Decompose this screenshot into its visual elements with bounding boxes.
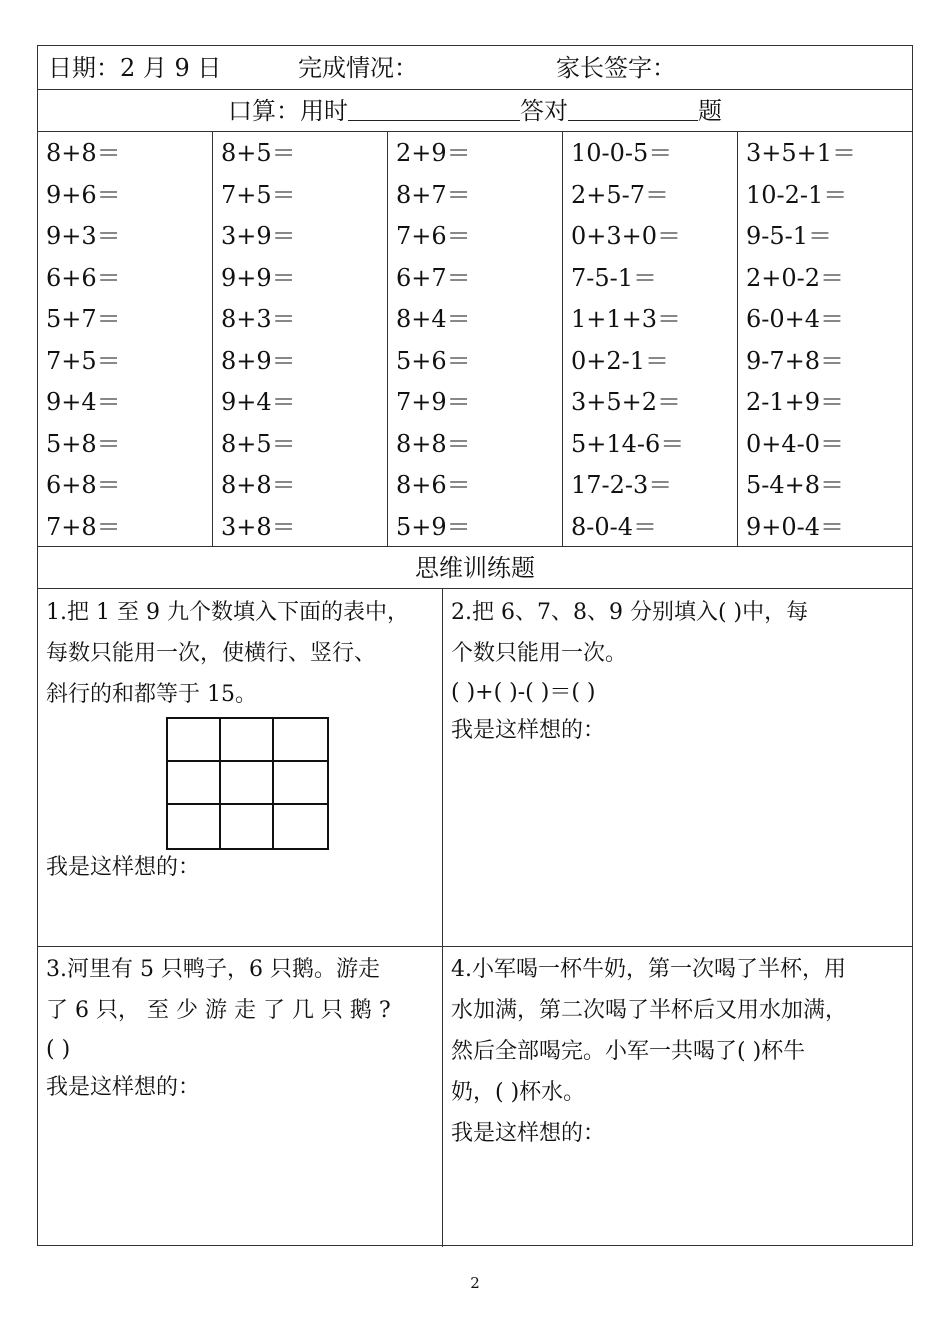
calc-item: 5-4+8＝ bbox=[746, 471, 845, 499]
calc-item: 3+5+2＝ bbox=[571, 388, 682, 416]
calc-item: 5+6＝ bbox=[396, 346, 471, 375]
problem-4-line: 水加满，第二次喝了半杯后又用水加满， bbox=[451, 998, 848, 1023]
magic-square-cell[interactable] bbox=[168, 805, 221, 848]
problem-3 bbox=[46, 949, 438, 1245]
calc-item: 2+9＝ bbox=[396, 139, 471, 167]
calc-item: 2-1+9＝ bbox=[746, 388, 845, 416]
calc-item: 1+1+3＝ bbox=[571, 305, 682, 333]
problem-4 bbox=[451, 949, 911, 1245]
problem-1-line: 斜行的和都等于 15。 bbox=[46, 682, 257, 707]
problem-3-line: 3.河里有 5 只鸭子，6 只鹅。游走 bbox=[46, 957, 380, 982]
magic-square-cell[interactable] bbox=[221, 805, 274, 848]
calc-item: 3+5+1＝ bbox=[746, 139, 857, 167]
problem-1-think: 我是这样想的： bbox=[46, 855, 201, 880]
calc-item: 7+5＝ bbox=[221, 180, 296, 209]
problem-1 bbox=[46, 592, 438, 944]
calc-item: 6+6＝ bbox=[46, 263, 121, 292]
calc-item: 8+8＝ bbox=[46, 139, 121, 167]
time-label: 口算：用时 bbox=[228, 97, 348, 125]
calc-item: 7-5-1＝ bbox=[571, 263, 658, 292]
calc-column-1 bbox=[38, 132, 213, 547]
magic-square-cell[interactable] bbox=[168, 762, 221, 805]
calc-item: 2+0-2＝ bbox=[746, 263, 845, 292]
magic-square-cell[interactable] bbox=[274, 805, 327, 848]
oral-calc-row bbox=[38, 90, 912, 132]
calc-column-5 bbox=[738, 132, 912, 547]
calc-item: 7+9＝ bbox=[396, 388, 471, 416]
calc-item: 5+14-6＝ bbox=[571, 429, 685, 458]
calc-item: 8+4＝ bbox=[396, 305, 471, 333]
calc-column-2 bbox=[213, 132, 388, 547]
problem-2-line: 2.把 6、7、8、9 分别填入( )中，每 bbox=[451, 600, 809, 625]
calc-column-3 bbox=[388, 132, 563, 547]
problem-2-equation: ( )+( )-( )＝( ) bbox=[451, 680, 596, 705]
calc-item: 2+5-7＝ bbox=[571, 180, 670, 209]
calc-item: 10-0-5＝ bbox=[571, 139, 673, 167]
calc-item: 9-7+8＝ bbox=[746, 346, 845, 375]
problem-1-line: 1.把 1 至 9 九个数填入下面的表中， bbox=[46, 600, 409, 625]
oral-calc-grid bbox=[38, 132, 912, 547]
calc-item: 9+4＝ bbox=[46, 388, 121, 416]
parent-signature-label: 家长签字： bbox=[556, 54, 676, 82]
problem-4-line: 然后全部喝完。小军一共喝了( )杯牛 bbox=[451, 1039, 806, 1064]
calc-item: 8-0-4＝ bbox=[571, 512, 658, 541]
correct-label: 答对 bbox=[520, 97, 568, 125]
calc-item: 0+4-0＝ bbox=[746, 429, 845, 458]
problem-1-line: 每数只能用一次，使横行、竖行、 bbox=[46, 641, 377, 666]
problem-3-think: 我是这样想的： bbox=[46, 1075, 201, 1100]
date-label: 日期：2 月 9 日 bbox=[48, 54, 222, 82]
calc-item: 9-5-1＝ bbox=[746, 222, 833, 250]
problem-2-think: 我是这样想的： bbox=[451, 718, 606, 743]
calc-item: 6+8＝ bbox=[46, 471, 121, 499]
calc-item: 7+8＝ bbox=[46, 512, 121, 541]
magic-square-cell[interactable] bbox=[221, 762, 274, 805]
problem-4-line: 奶，( )杯水。 bbox=[451, 1080, 586, 1105]
calc-item: 0+3+0＝ bbox=[571, 222, 682, 250]
calc-item: 8+3＝ bbox=[221, 305, 296, 333]
unit-label: 题 bbox=[698, 97, 722, 125]
calc-item: 9+4＝ bbox=[221, 388, 296, 416]
problem-2-line: 个数只能用一次。 bbox=[451, 641, 628, 666]
header-row bbox=[38, 46, 912, 90]
section-title: 思维训练题 bbox=[38, 547, 912, 589]
calc-item: 9+6＝ bbox=[46, 180, 121, 209]
calc-item: 8+6＝ bbox=[396, 471, 471, 499]
calc-item: 8+5＝ bbox=[221, 139, 296, 167]
magic-square-cell[interactable] bbox=[274, 762, 327, 805]
completion-label: 完成情况： bbox=[298, 54, 418, 82]
magic-square-cell[interactable] bbox=[168, 719, 221, 762]
calc-item: 5+7＝ bbox=[46, 305, 121, 333]
calc-item: 5+8＝ bbox=[46, 429, 121, 458]
problem-4-think: 我是这样想的： bbox=[451, 1121, 606, 1146]
calc-item: 9+3＝ bbox=[46, 222, 121, 250]
calc-item: 10-2-1＝ bbox=[746, 180, 848, 209]
problem-3-answer: ( ) bbox=[46, 1037, 71, 1062]
correct-blank[interactable] bbox=[568, 92, 698, 121]
calc-item: 17-2-3＝ bbox=[571, 471, 673, 499]
time-blank[interactable] bbox=[348, 92, 520, 121]
problem-4-line: 4.小军喝一杯牛奶，第一次喝了半杯，用 bbox=[451, 957, 846, 982]
calc-item: 9+0-4＝ bbox=[746, 512, 845, 541]
calc-item: 0+2-1＝ bbox=[571, 346, 670, 375]
calc-item: 7+6＝ bbox=[396, 222, 471, 250]
page-number: 2 bbox=[470, 1274, 480, 1292]
calc-item: 6-0+4＝ bbox=[746, 305, 845, 333]
calc-item: 7+5＝ bbox=[46, 346, 121, 375]
calc-item: 9+9＝ bbox=[221, 263, 296, 292]
calc-item: 3+9＝ bbox=[221, 222, 296, 250]
calc-item: 6+7＝ bbox=[396, 263, 471, 292]
calc-item: 8+8＝ bbox=[221, 471, 296, 499]
magic-square-grid[interactable] bbox=[166, 717, 329, 850]
calc-item: 8+7＝ bbox=[396, 180, 471, 209]
calc-item: 8+5＝ bbox=[221, 429, 296, 458]
calc-item: 8+8＝ bbox=[396, 429, 471, 458]
problem-3-line: 了 6 只， 至 少 游 走 了 几 只 鹅 ? bbox=[46, 998, 391, 1023]
worksheet bbox=[37, 45, 913, 1246]
calc-item: 8+9＝ bbox=[221, 346, 296, 375]
magic-square-cell[interactable] bbox=[274, 719, 327, 762]
vertical-divider bbox=[442, 589, 443, 1247]
horizontal-divider bbox=[38, 946, 912, 947]
calc-item: 5+9＝ bbox=[396, 512, 471, 541]
calc-column-4 bbox=[563, 132, 738, 547]
problem-2 bbox=[451, 592, 911, 944]
calc-item: 3+8＝ bbox=[221, 512, 296, 541]
magic-square-cell[interactable] bbox=[221, 719, 274, 762]
